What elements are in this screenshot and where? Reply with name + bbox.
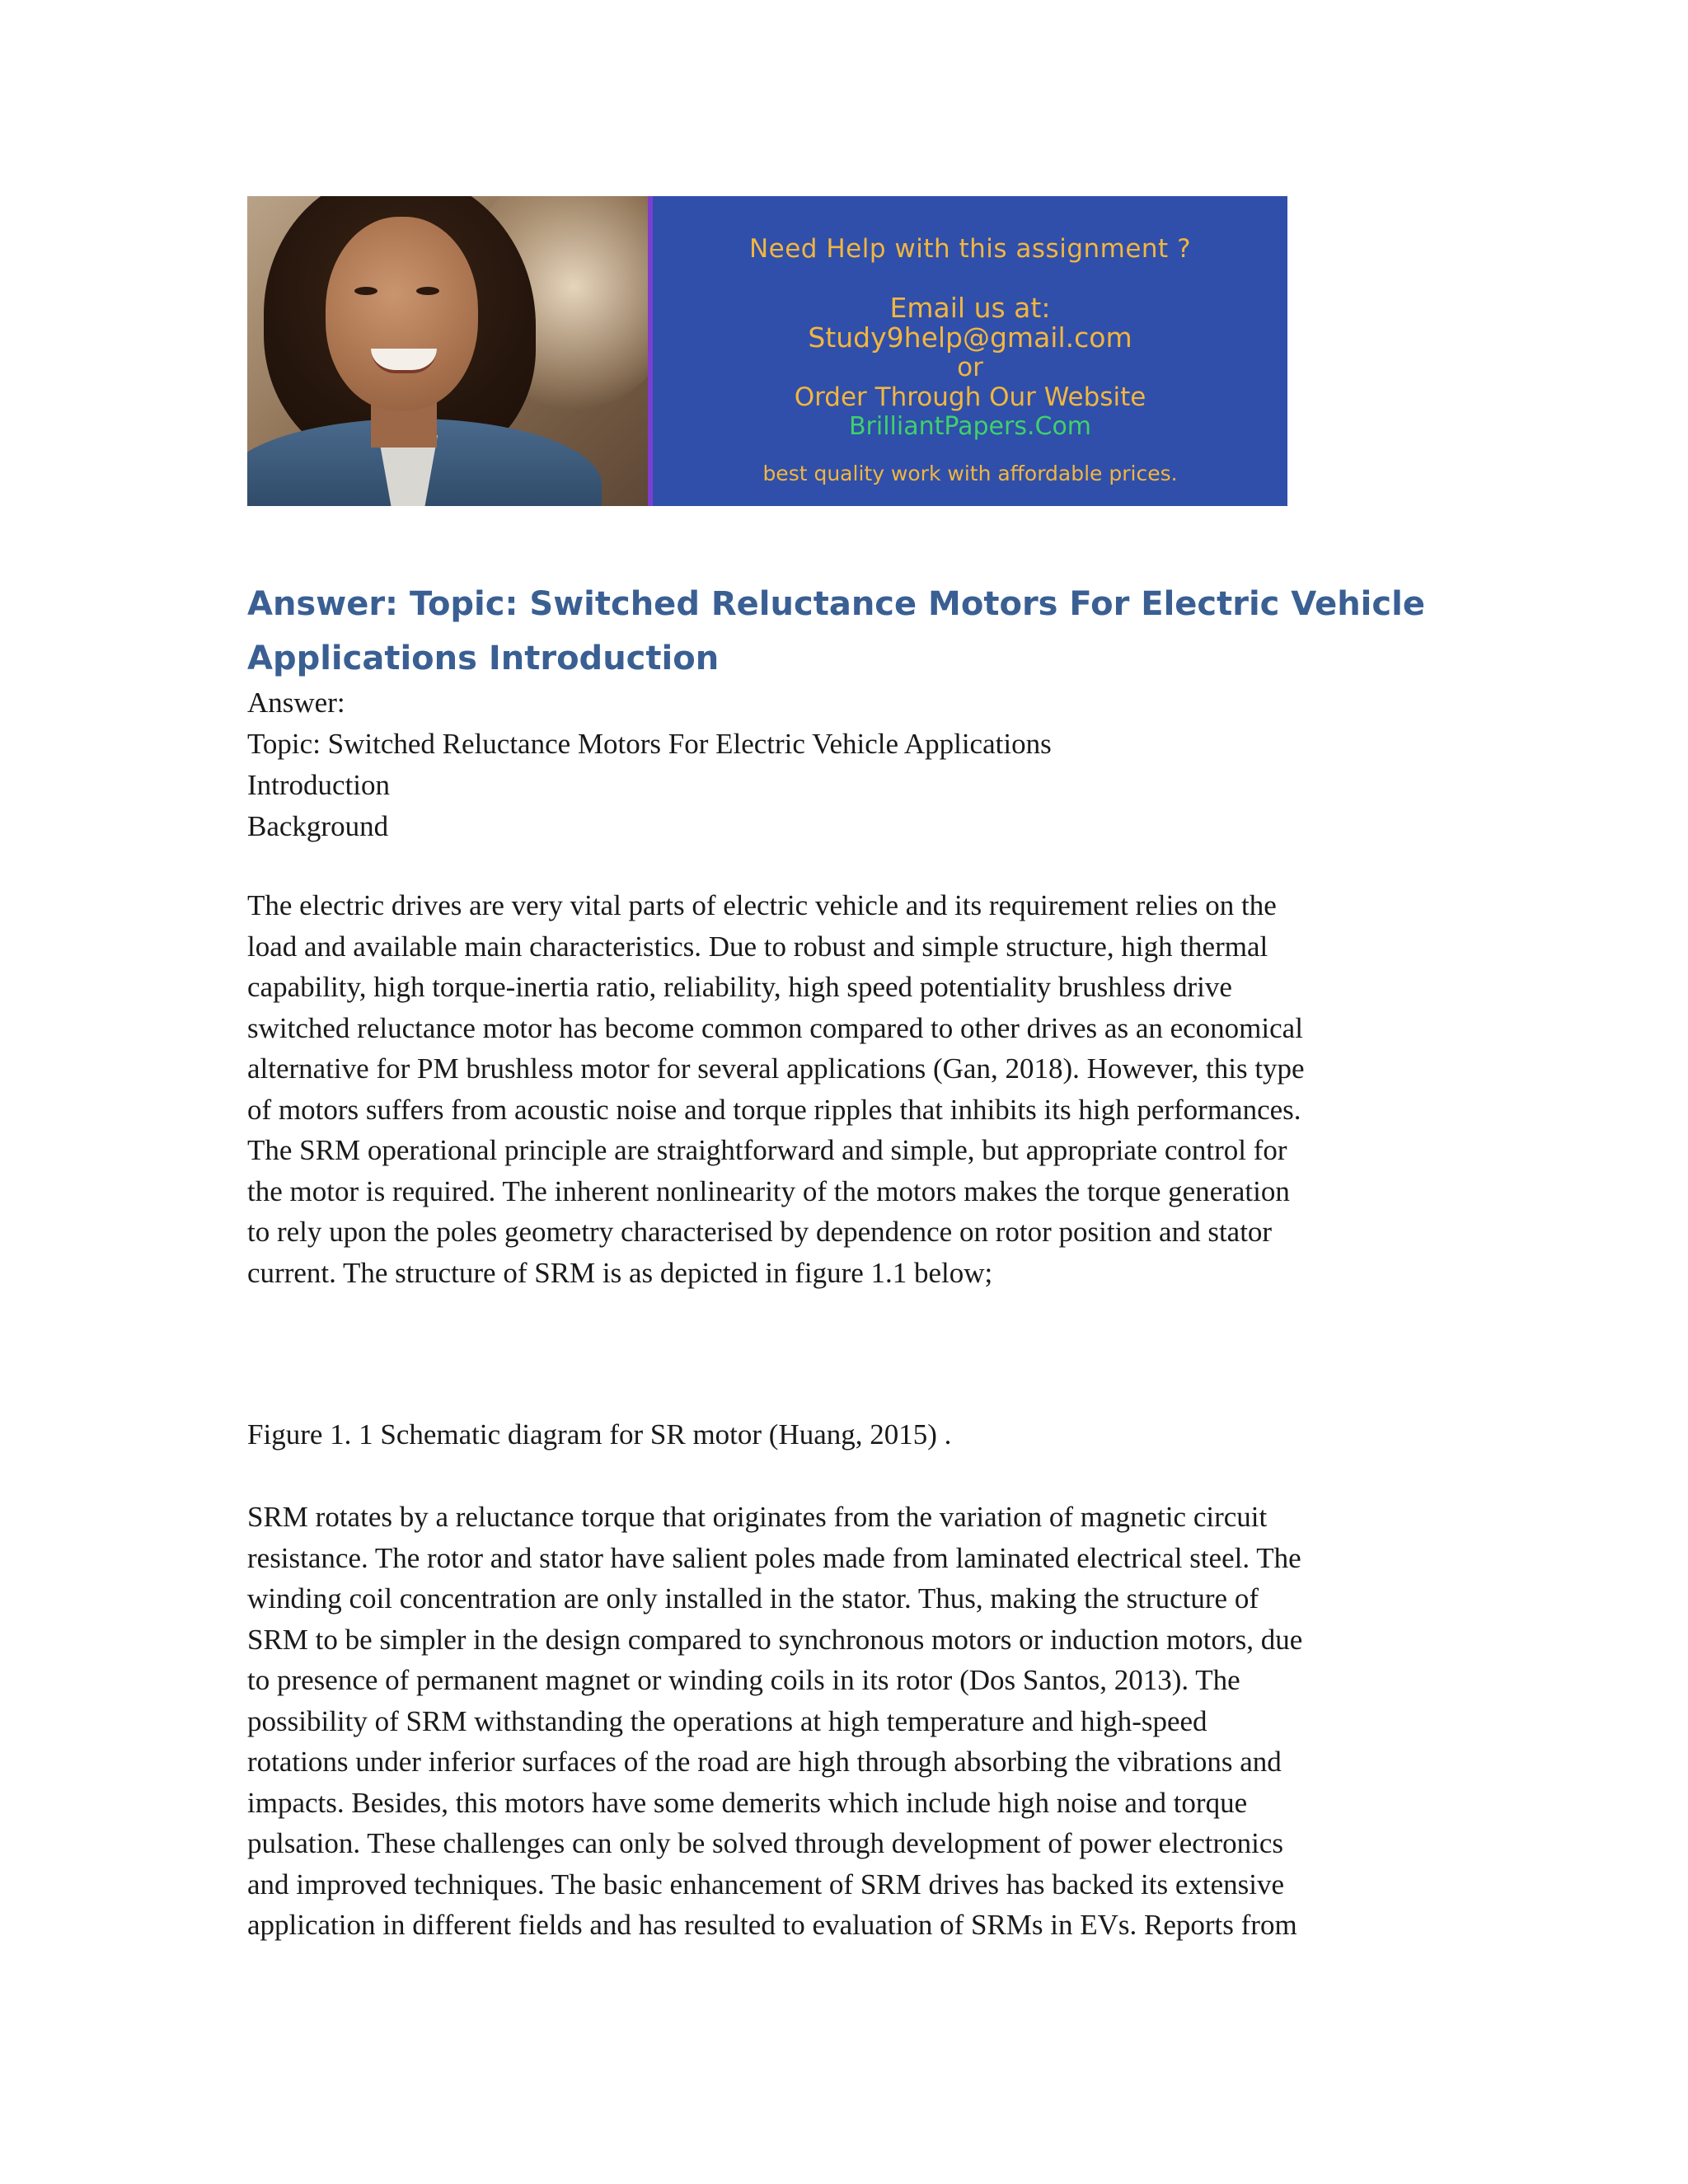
intro-introduction: Introduction bbox=[247, 769, 391, 801]
text-line: alternative for PM brushless motor for several applications (Gan, 2018). However, this type bbox=[247, 1052, 1305, 1085]
paragraph-srm-operation bbox=[247, 1497, 1442, 1946]
text-line: resistance. The rotor and stator have salient poles made from laminated electrical steel. The bbox=[247, 1541, 1301, 1574]
text-line: SRM to be simpler in the design compared to synchronous motors or induction motors, due bbox=[247, 1623, 1303, 1656]
banner-need-help: Need Help with this assignment ? bbox=[748, 234, 1192, 264]
intro-topic: Topic: Switched Reluctance Motors For Electric Vehicle Applications bbox=[247, 728, 1052, 760]
intro-background: Background bbox=[247, 810, 389, 842]
text-line: to rely upon the poles geometry characterised by dependence on rotor position and stator bbox=[247, 1216, 1273, 1248]
banner-email-address[interactable]: Study9help@gmail.com bbox=[808, 321, 1132, 354]
text-line: winding coil concentration are only installed in the stator. Thus, making the structure of bbox=[247, 1582, 1259, 1615]
text-line: current. The structure of SRM is as depicted in figure 1.1 below; bbox=[247, 1256, 993, 1289]
text-line: the motor is required. The inherent nonlinearity of the motors makes the torque generation bbox=[247, 1174, 1290, 1207]
banner-tagline: best quality work with affordable prices. bbox=[762, 462, 1178, 485]
paragraph-background bbox=[247, 885, 1442, 1293]
text-line: to presence of permanent magnet or winding coils in its rotor (Dos Santos, 2013). The bbox=[247, 1664, 1240, 1696]
page-heading: Answer: Topic: Switched Reluctance Motors For Electric Vehicle Applications Introduction bbox=[247, 585, 1425, 677]
figure-caption: Figure 1. 1 Schematic diagram for SR motor (Huang, 2015) . bbox=[247, 1418, 952, 1451]
text-line: possibility of SRM withstanding the operations at high temperature and high-speed bbox=[247, 1704, 1207, 1737]
help-banner[interactable] bbox=[247, 196, 1287, 506]
banner-text-panel bbox=[653, 196, 1287, 506]
text-line: of motors suffers from acoustic noise and torque ripples that inhibits its high performances. bbox=[247, 1093, 1301, 1126]
text-line: SRM rotates by a reluctance torque that originates from the variation of magnetic circuit bbox=[247, 1501, 1268, 1533]
text-line: capability, high torque-inertia ratio, reliability, high speed potentiality brushless drive bbox=[247, 971, 1232, 1003]
banner-email-label: Email us at: bbox=[889, 292, 1051, 324]
text-line: impacts. Besides, this motors have some demerits which include high noise and torque bbox=[247, 1786, 1248, 1819]
intro-lines bbox=[247, 682, 1052, 847]
text-line: pulsation. These challenges can only be solved through development of power electronics bbox=[247, 1827, 1284, 1859]
text-line: rotations under inferior surfaces of the road are high through absorbing the vibrations and bbox=[247, 1746, 1282, 1778]
text-line: The electric drives are very vital parts of electric vehicle and its requirement relies on the bbox=[247, 889, 1277, 921]
text-line: switched reluctance motor has become common compared to other drives as an economical bbox=[247, 1011, 1303, 1044]
text-line: application in different fields and has resulted to evaluation of SRMs in EVs. Reports from bbox=[247, 1909, 1297, 1941]
text-line: and improved techniques. The basic enhancement of SRM drives has backed its extensive bbox=[247, 1868, 1285, 1900]
text-line: The SRM operational principle are straightforward and simple, but appropriate control for bbox=[247, 1134, 1287, 1166]
intro-answer: Answer: bbox=[247, 687, 345, 719]
banner-photo-woman bbox=[247, 196, 648, 506]
text-line: load and available main characteristics. Due to robust and simple structure, high thermal bbox=[247, 930, 1268, 963]
banner-or: or bbox=[957, 353, 983, 382]
banner-website-link[interactable]: BrilliantPapers.Com bbox=[848, 412, 1092, 441]
banner-order-text: Order Through Our Website bbox=[794, 382, 1146, 412]
